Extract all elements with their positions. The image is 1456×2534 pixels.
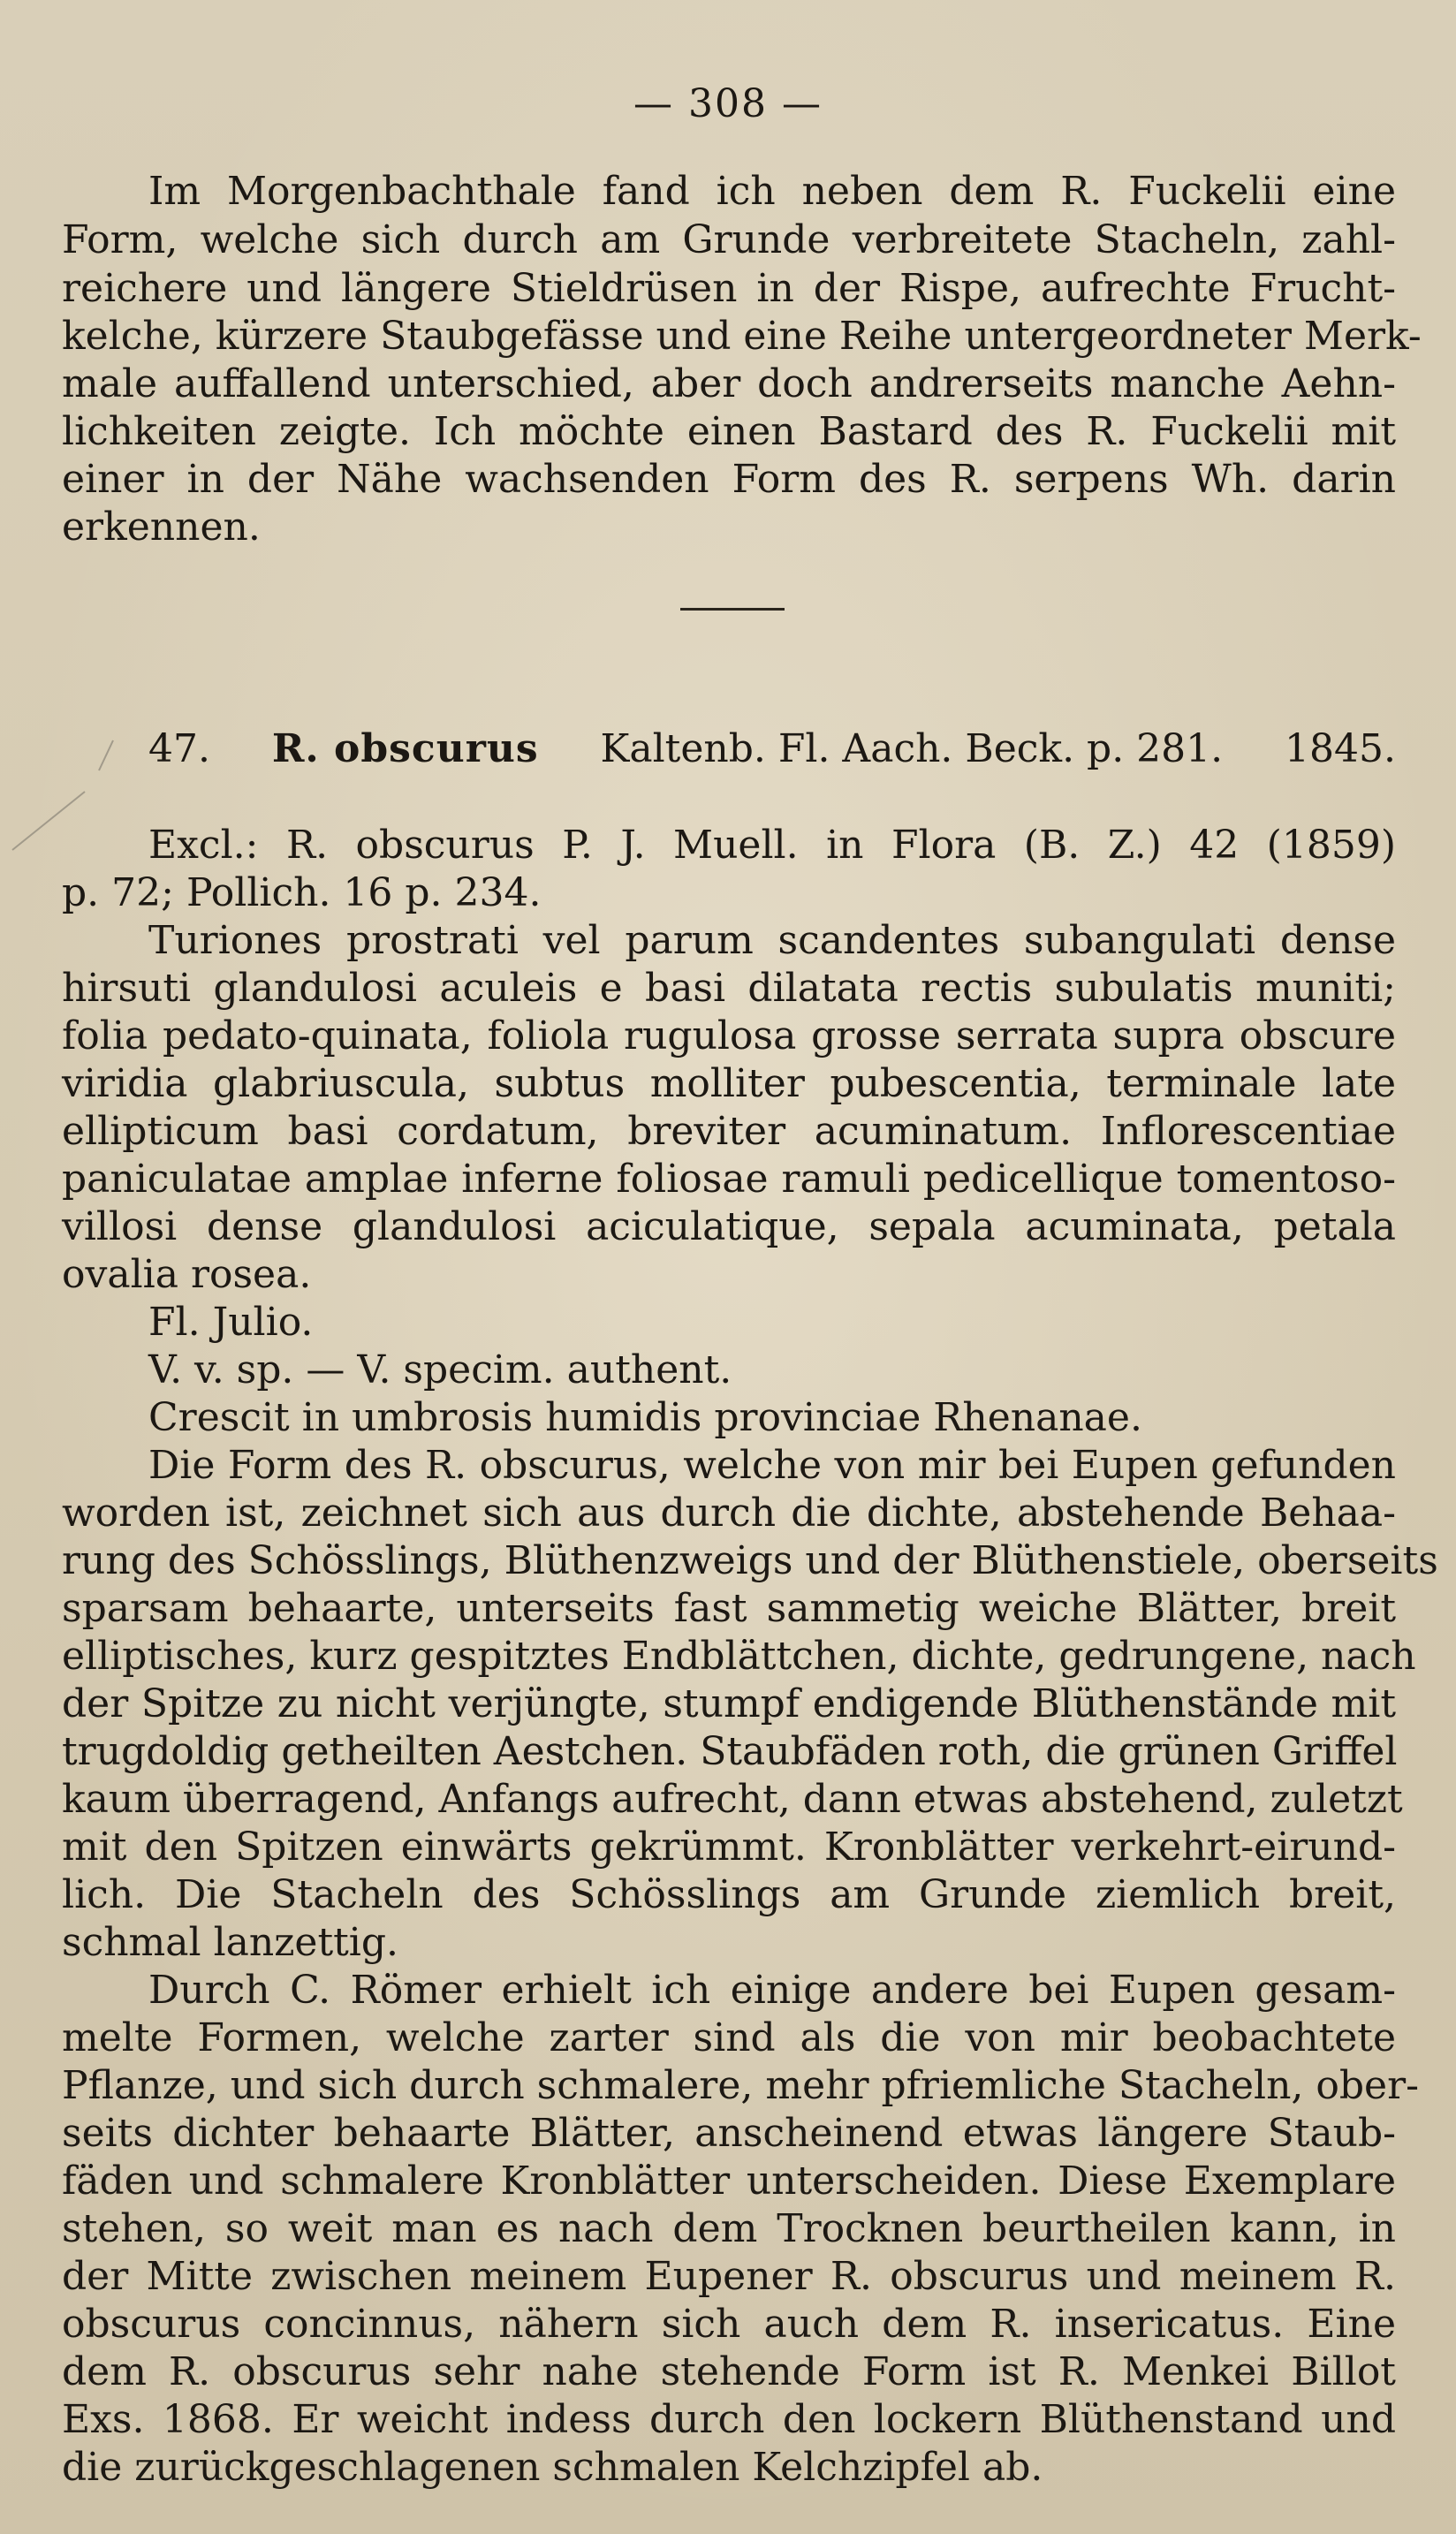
text-line: einer in der Nähe wachsenden Form des R. serpens Wh. darin — [62, 457, 1396, 502]
text-line: Pflanze, und sich durch schmalere, mehr pfriemliche Stacheln, ober- — [62, 2063, 1419, 2108]
text-line: reichere und längere Stieldrüsen in der Rispe, aufrechte Frucht- — [62, 266, 1396, 311]
text-line: kaum überragend, Anfangs aufrecht, dann etwas abstehend, zuletzt — [62, 1777, 1403, 1822]
text-line: ellipticum basi cordatum, breviter acuminatum. Inflorescentiae — [62, 1109, 1396, 1154]
text-line: Im Morgenbachthale fand ich neben dem R. Fuckelii eine — [148, 169, 1396, 214]
text-line: kelche, kürzere Staubgefässe und eine Reihe untergeordneter Merk- — [62, 314, 1422, 359]
text-line: worden ist, zeichnet sich aus durch die dichte, abstehende Behaa- — [62, 1491, 1396, 1536]
text-line: die zurückgeschlagenen schmalen Kelchzipfel ab. — [62, 2445, 1043, 2490]
text-line: V. v. sp. — V. specim. authent. — [148, 1347, 732, 1392]
text-line: viridia glabriuscula, subtus molliter pubescentia, terminale late — [62, 1061, 1396, 1106]
species-number: 47. — [148, 726, 210, 771]
page-number: — 308 — — [633, 81, 823, 126]
text-line: fäden und schmalere Kronblätter unterscheiden. Diese Exemplare — [62, 2158, 1396, 2204]
text-line: schmal lanzettig. — [62, 1920, 399, 1965]
text-line: villosi dense glandulosi aciculatique, sepala acuminata, petala — [62, 1204, 1396, 1249]
text-line: Exs. 1868. Er weicht indess durch den lockern Blüthenstand und — [62, 2397, 1396, 2442]
text-line: obscurus concinnus, nähern sich auch dem R. insericatus. Eine — [62, 2302, 1396, 2347]
text-line: ovalia rosea. — [62, 1252, 312, 1297]
text-line: trugdoldig getheilten Aestchen. Staubfäden roth, die grünen Griffel — [62, 1729, 1398, 1774]
text-line: dem R. obscurus sehr nahe stehende Form ist R. Menkei Billot — [62, 2349, 1396, 2394]
text-line: hirsuti glandulosi aculeis e basi dilatata rectis subulatis muniti; — [62, 966, 1396, 1011]
text-line: melte Formen, welche zarter sind als die von mir beobachtete — [62, 2015, 1396, 2060]
text-line: der Spitze zu nicht verjüngte, stumpf endigende Blüthenstände mit — [62, 1681, 1396, 1726]
text-line: lichkeiten zeigte. Ich möchte einen Bastard des R. Fuckelii mit — [62, 409, 1396, 454]
text-line: Fl. Julio. — [148, 1300, 314, 1345]
species-citation: Kaltenb. Fl. Aach. Beck. p. 281. — [600, 726, 1224, 771]
text-line: Turiones prostrati vel parum scandentes subangulati dense — [148, 918, 1396, 963]
text-line: erkennen. — [62, 505, 261, 550]
text-line: Die Form des R. obscurus, welche von mir bei Eupen gefunden — [148, 1443, 1396, 1488]
text-line: Excl.: R. obscurus P. J. Muell. in Flora (B. Z.) 42 (1859) — [148, 823, 1396, 868]
text-line: seits dichter behaarte Blätter, anscheinend etwas längere Staub- — [62, 2111, 1396, 2156]
text-line: Crescit in umbrosis humidis provinciae Rhenanae. — [148, 1395, 1142, 1440]
text-line: rung des Schösslings, Blüthenzweigs und der Blüthenstiele, oberseits — [62, 1538, 1438, 1583]
species-year: 1845. — [1285, 726, 1396, 771]
text-line: stehen, so weit man es nach dem Trocknen beurtheilen kann, in — [62, 2206, 1396, 2251]
text-line: Durch C. Römer erhielt ich einige andere bei Eupen gesam- — [148, 1968, 1396, 2013]
text-line: lich. Die Stacheln des Schösslings am Grunde ziemlich breit, — [62, 1872, 1396, 1917]
text-line: folia pedato-quinata, foliola rugulosa grosse serrata supra obscure — [62, 1013, 1396, 1058]
text-line: paniculatae amplae inferne foliosae ramuli pedicellique tomentoso- — [62, 1157, 1396, 1202]
species-name: R. obscurus — [271, 726, 539, 771]
text-line: mit den Spitzen einwärts gekrümmt. Kronblätter verkehrt-eirund- — [62, 1825, 1396, 1870]
text-line: sparsam behaarte, unterseits fast sammetig weiche Blätter, breit — [62, 1586, 1396, 1631]
text-line: der Mitte zwischen meinem Eupener R. obscurus und meinem R. — [62, 2254, 1396, 2299]
text-line: p. 72; Pollich. 16 p. 234. — [62, 870, 542, 915]
text-line: elliptisches, kurz gespitztes Endblättchen, dichte, gedrungene, nach — [62, 1634, 1416, 1679]
text-line: male auffallend unterschied, aber doch andrerseits manche Aehn- — [62, 361, 1396, 406]
text-line: Form, welche sich durch am Grunde verbreitete Stacheln, zahl- — [62, 217, 1396, 262]
